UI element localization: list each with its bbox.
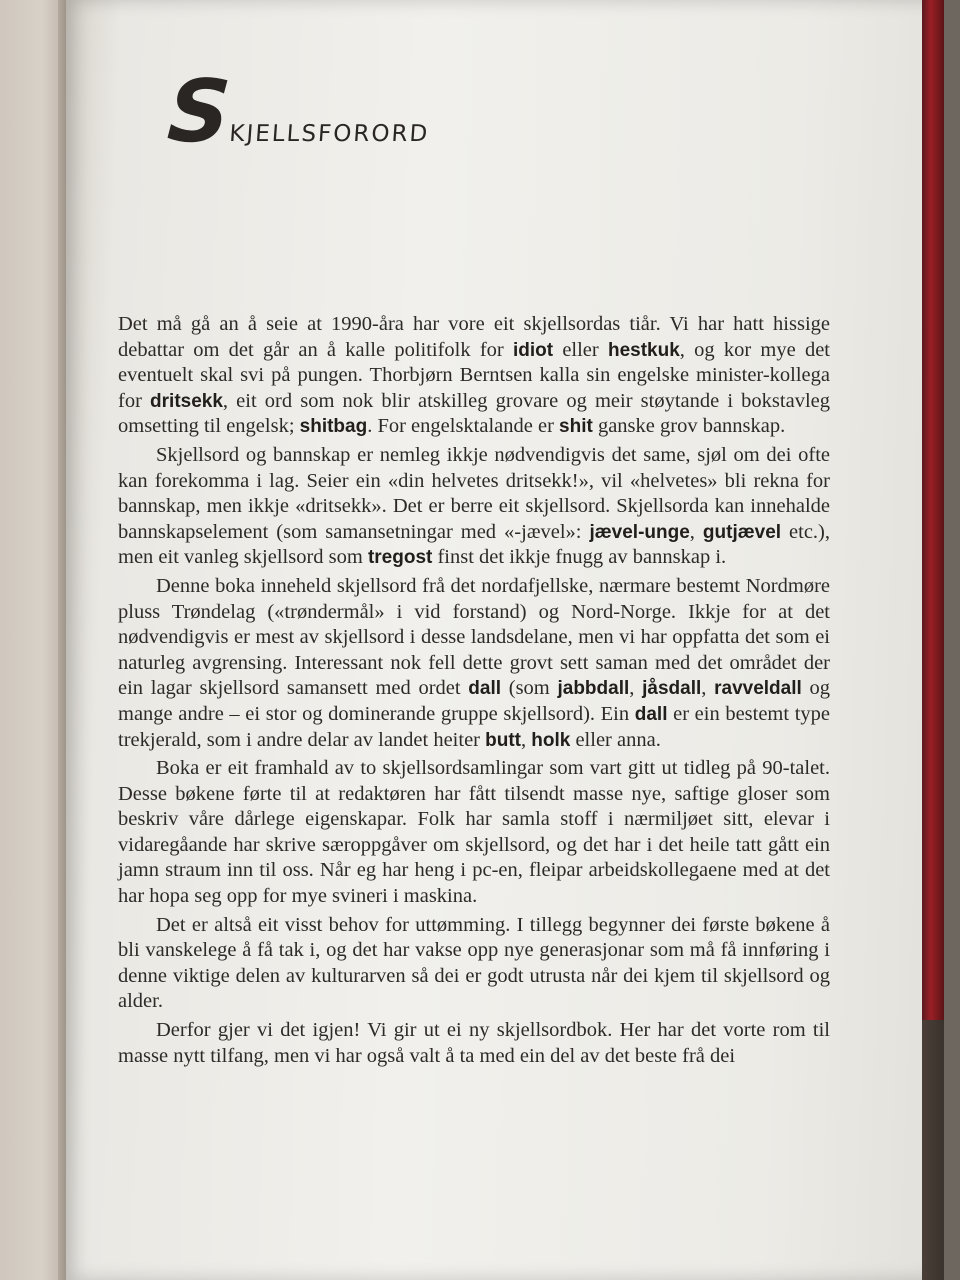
p1-text-e: , eit ord som nok blir atskilleg grovare og meir støytande i bokstavleg omsetting til engelsk;: [118, 389, 831, 438]
p3-text-c: (som: [501, 677, 558, 700]
p3-text-d: ,: [629, 677, 643, 700]
term-hestkuk: hestkuk: [607, 339, 680, 361]
p2-text-d: etc.), men eit vanleg skjellsord som: [118, 520, 831, 569]
p1-text-c: eller: [553, 338, 608, 361]
p2-text-c: ,: [689, 520, 703, 543]
p3-text-a: Denne boka inneheld skjellsord frå det nordafjellske, nærmare bestemt Nordmøre pluss Trøndelag («trøndermål» i vid forstand) og Nord-Norge. Ikkje for at det nødvendigvis er mest av skjellsord i desse landsdelane, men vi har oppfatta det som ei naturleg avgrensing. Interessant nok fell dette grovt sett saman med det området der ein lagar skjellsord samansett med ordet: [118, 574, 830, 700]
title-rest: kjellsforord: [228, 110, 431, 149]
term-shitbag: shitbag: [299, 416, 368, 438]
p3-text-f: og mange andre – ei stor og dominerande gruppe skjellsord). Ein: [118, 677, 830, 725]
p1-text-g: ganske grov bannskap.: [592, 415, 786, 438]
p3-text-e: ,: [701, 677, 715, 700]
term-holk: holk: [531, 729, 571, 751]
term-jaevelunge: jævel-unge: [589, 521, 690, 543]
p3-text-i: eller anna.: [570, 728, 661, 751]
term-dritsekk: dritsekk: [150, 390, 223, 412]
table-surface: [922, 1020, 944, 1280]
term-jabbdall: jabbdall: [557, 678, 630, 700]
p1-text-d: , og kor mye det eventuelt skal svi på pungen. Thorbjørn Berntsen kalla sin engelske minister-kollega for: [118, 338, 830, 412]
p1-text-a: Det må gå an å seie at 1990-åra har vore eit skjellsordas tiår. Vi har hatt hissige debattar om det går an å kalle politifolk for: [118, 313, 830, 361]
p3-text-h: ,: [521, 728, 532, 751]
paragraph-2: [118, 443, 830, 571]
chapter-title: [165, 62, 435, 162]
term-dall-2: dall: [634, 703, 668, 725]
term-tregost: tregost: [367, 547, 433, 569]
body-text: [118, 312, 830, 1072]
p2-text-e: finst det ikkje fnugg av bannskap i.: [432, 546, 727, 569]
p2-text-a: Skjellsord og bannskap er nemleg ikkje nødvendigvis det same, sjøl om dei ofte kan forekomma i lag. Seier ein «din helvetes dritsekk!», vil «helvetes» bli rekna for bannskap, men ikkje «dritsekk». Det er berre eit skjellsord. Skjellsorda kan innehalde bannskapselement (som samansetningar med «-jævel»:: [118, 443, 830, 543]
term-ravveldall: ravveldall: [714, 678, 802, 700]
paragraph-4: Boka er eit framhald av to skjellsordsamlingar som vart gitt ut tidleg på 90-talet. Desse bøkene førte til at redaktøren har fått tilsendt masse nye, saftige gloser som beskriv våre dårlege eigenskapar. Folk har samla stoff i nærmiljøet sitt, elevar i vidaregåande har skrive særoppgåver om skjellsord, og det har i det heile tatt gått ein jamn straum inn til oss. Når eg har heng i pc-en, fleipar arbeidskollegaene med at det har hopa seg opp for mye svineri i maskina.: [118, 757, 830, 908]
p3-text-g: er ein bestemt type trekjerald, som i andre delar av landet heiter: [118, 702, 830, 751]
p1-text-f: . For engelsktalande er: [367, 415, 560, 438]
paragraph-3: [118, 574, 830, 753]
term-idiot: idiot: [512, 339, 554, 361]
term-shit: shit: [559, 416, 593, 438]
term-gutjaevel: gutjævel: [702, 521, 782, 543]
term-butt: butt: [485, 729, 522, 751]
term-jasdall: jåsdall: [642, 678, 702, 700]
paragraph-5: Det er altså eit visst behov for uttømming. I tillegg begynner dei første bøkene å bli vanskelege å få tak i, og det har vakse opp nye generasjonar som må få innføring i denne viktige delen av kulturarven så dei er godt utrusta når dei kjem til skjellsord og alder.: [118, 913, 830, 1013]
title-initial: S: [164, 62, 235, 162]
paragraph-6: Derfor gjer vi det igjen! Vi gir ut ei ny skjellsordbok. Her har det vorte rom til masse nytt tilfang, men vi har også valt å ta med ein del av det beste frå dei: [118, 1019, 830, 1067]
term-dall: dall: [468, 678, 502, 700]
paragraph-1: [118, 312, 830, 440]
